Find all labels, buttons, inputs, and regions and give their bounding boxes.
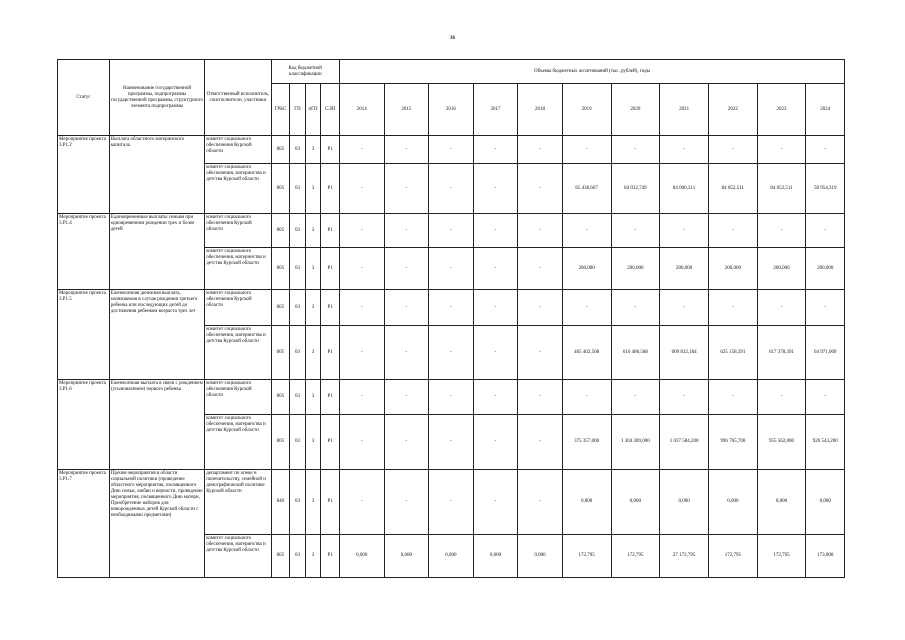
value-cell: 616 486,588 <box>611 326 660 380</box>
code-cell: 3 <box>305 248 321 290</box>
value-cell: - <box>429 470 474 535</box>
value-cell: 172,795 <box>562 535 611 578</box>
value-cell: - <box>339 326 384 380</box>
code-cell: Р1 <box>321 136 340 164</box>
value-cell: - <box>429 214 474 248</box>
value-cell: 375 357,000 <box>562 415 611 470</box>
executor-cell: департамент по опеке и попечительству, семейной и демографической политике Курской области <box>205 470 271 535</box>
code-cell: Р1 <box>321 164 340 214</box>
value-cell: - <box>518 415 563 470</box>
name-cell: Единовременные выплаты семьям при одновременном рождении трех и более детей <box>109 214 204 290</box>
value-cell: 1 037 584,200 <box>660 415 709 470</box>
value-cell: - <box>660 290 709 326</box>
code-cell: 3 <box>305 164 321 214</box>
value-cell: 0,000 <box>708 470 757 535</box>
name-cell: Ежемесячная денежная выплата, назначаемая в случае рождения третьего ребенка или последующих детей до достижения ребенком возраста трех лет <box>109 290 204 380</box>
header-status: Статус <box>58 60 110 136</box>
code-cell: Р1 <box>321 380 340 415</box>
value-cell: - <box>384 164 429 214</box>
status-cell: Мероприятие проекта 3.Р1.7 <box>58 470 110 578</box>
value-cell: - <box>339 290 384 326</box>
header-year: 2017 <box>473 84 518 136</box>
value-cell: - <box>518 164 563 214</box>
value-cell: 84 032,749 <box>611 164 660 214</box>
value-cell: 0,000 <box>473 535 518 578</box>
budget-table <box>57 59 845 578</box>
code-cell: 805 <box>271 326 290 380</box>
value-cell: - <box>806 380 845 415</box>
value-cell: 625 158,391 <box>708 326 757 380</box>
code-cell: 805 <box>271 290 290 326</box>
code-cell: 805 <box>271 164 290 214</box>
code-cell: 03 <box>290 290 306 326</box>
value-cell: - <box>339 136 384 164</box>
value-cell: - <box>757 136 806 164</box>
code-cell: 805 <box>271 136 290 164</box>
value-cell: 0,000 <box>429 535 474 578</box>
value-cell: - <box>518 470 563 535</box>
value-cell: 200,000 <box>660 248 709 290</box>
code-cell: 805 <box>271 214 290 248</box>
value-cell: - <box>518 326 563 380</box>
value-cell: - <box>562 290 611 326</box>
value-cell: - <box>473 248 518 290</box>
value-cell: 200,000 <box>757 248 806 290</box>
value-cell: - <box>473 164 518 214</box>
table-row <box>58 380 845 415</box>
value-cell: - <box>611 214 660 248</box>
value-cell: - <box>473 380 518 415</box>
value-cell: 64 971,000 <box>806 326 845 380</box>
status-cell: Мероприятие проекта 3.Р1.4 <box>58 214 110 290</box>
code-cell: 03 <box>290 326 306 380</box>
code-cell: 03 <box>290 535 306 578</box>
value-cell: 172,795 <box>708 535 757 578</box>
header-year: 2018 <box>518 84 563 136</box>
header-year: 2015 <box>384 84 429 136</box>
executor-cell: комитет социального обеспечения, материнства и детства Курской области <box>205 415 271 470</box>
executor-cell: комитет социального обеспечения Курской области <box>205 290 271 326</box>
code-cell: 3 <box>305 380 321 415</box>
value-cell: 0,000 <box>660 470 709 535</box>
code-cell: 805 <box>271 380 290 415</box>
header-budget-code: Код бюджетной классификации <box>271 60 339 84</box>
code-cell: Р1 <box>321 415 340 470</box>
header-code: ГП <box>290 84 306 136</box>
executor-cell: комитет социального обеспечения Курской области <box>205 214 271 248</box>
header-code: пГП <box>305 84 321 136</box>
value-cell: 617 378,391 <box>757 326 806 380</box>
table-row <box>58 470 845 535</box>
value-cell: 609 832,184 <box>660 326 709 380</box>
value-cell: - <box>562 380 611 415</box>
code-cell: Р1 <box>321 290 340 326</box>
status-cell: Мероприятие проекта 3.Р1.5 <box>58 290 110 380</box>
code-cell: 03 <box>290 380 306 415</box>
table-row <box>58 214 845 248</box>
code-cell: 03 <box>290 248 306 290</box>
value-cell: 926 543,200 <box>806 415 845 470</box>
code-cell: 03 <box>290 164 306 214</box>
code-cell: 840 <box>271 470 290 535</box>
header-year: 2022 <box>708 84 757 136</box>
value-cell: - <box>473 326 518 380</box>
value-cell: 84 052,511 <box>708 164 757 214</box>
value-cell: 172,795 <box>611 535 660 578</box>
value-cell: - <box>339 470 384 535</box>
value-cell: - <box>562 136 611 164</box>
value-cell: 58 954,319 <box>806 164 845 214</box>
code-cell: 3 <box>305 290 321 326</box>
value-cell: 172,795 <box>757 535 806 578</box>
value-cell: 0,000 <box>384 535 429 578</box>
value-cell: - <box>384 290 429 326</box>
value-cell: - <box>473 290 518 326</box>
value-cell: 84 000,311 <box>660 164 709 214</box>
header-year: 2023 <box>757 84 806 136</box>
header-year: 2014 <box>339 84 384 136</box>
executor-cell: комитет социального обеспечения, материнства и детства Курской области <box>205 164 271 214</box>
value-cell: 0,000 <box>518 535 563 578</box>
value-cell: - <box>708 290 757 326</box>
code-cell: 03 <box>290 415 306 470</box>
code-cell: 3 <box>305 326 321 380</box>
code-cell: 3 <box>305 214 321 248</box>
value-cell: - <box>429 136 474 164</box>
value-cell: - <box>708 214 757 248</box>
value-cell: - <box>562 214 611 248</box>
value-cell: 200,000 <box>806 248 845 290</box>
value-cell: 1 304 289,000 <box>611 415 660 470</box>
name-cell: Выплата областного материнского капитала <box>109 136 204 214</box>
value-cell: - <box>384 326 429 380</box>
value-cell: 0,000 <box>757 470 806 535</box>
code-cell: 03 <box>290 470 306 535</box>
value-cell: 173,000 <box>806 535 845 578</box>
value-cell: - <box>660 380 709 415</box>
value-cell: - <box>384 380 429 415</box>
value-cell: 65 438,667 <box>562 164 611 214</box>
value-cell: - <box>473 214 518 248</box>
value-cell: 27 172,795 <box>660 535 709 578</box>
value-cell: - <box>429 164 474 214</box>
value-cell: - <box>339 380 384 415</box>
value-cell: - <box>660 136 709 164</box>
name-cell: Ежемесячная выплата в связи с рождением (усыновлением) первого ребенка <box>109 380 204 470</box>
value-cell: - <box>806 214 845 248</box>
value-cell: 200,000 <box>708 248 757 290</box>
value-cell: 200,000 <box>562 248 611 290</box>
code-cell: 03 <box>290 214 306 248</box>
header-year: 2016 <box>429 84 474 136</box>
value-cell: - <box>473 415 518 470</box>
code-cell: Р1 <box>321 470 340 535</box>
value-cell: - <box>384 470 429 535</box>
value-cell: - <box>429 415 474 470</box>
header-year: 2021 <box>660 84 709 136</box>
executor-cell: комитет социального обеспечения Курской области <box>205 380 271 415</box>
value-cell: - <box>339 248 384 290</box>
value-cell: 0,000 <box>611 470 660 535</box>
code-cell: 3 <box>305 535 321 578</box>
value-cell: - <box>611 380 660 415</box>
value-cell: - <box>708 380 757 415</box>
table-row <box>58 136 845 164</box>
value-cell: - <box>473 470 518 535</box>
header-year: 2024 <box>806 84 845 136</box>
value-cell: 465 402,508 <box>562 326 611 380</box>
value-cell: - <box>518 248 563 290</box>
executor-cell: комитет социального обеспечения, материнства и детства Курской области <box>205 248 271 290</box>
executor-cell: комитет социального обеспечения, материнства и детства Курской области <box>205 535 271 578</box>
value-cell: - <box>339 415 384 470</box>
value-cell: - <box>384 136 429 164</box>
value-cell: 200,000 <box>611 248 660 290</box>
code-cell: Р1 <box>321 535 340 578</box>
value-cell: 996 765,700 <box>708 415 757 470</box>
header-executor: Ответственный исполнитель, соисполнители, участники <box>205 60 271 136</box>
code-cell: 3 <box>305 136 321 164</box>
value-cell: - <box>339 214 384 248</box>
value-cell: - <box>518 136 563 164</box>
code-cell: Р1 <box>321 214 340 248</box>
value-cell: - <box>339 164 384 214</box>
value-cell: - <box>384 415 429 470</box>
value-cell: 955 562,000 <box>757 415 806 470</box>
value-cell: - <box>473 136 518 164</box>
code-cell: 3 <box>305 415 321 470</box>
value-cell: - <box>806 290 845 326</box>
table-row <box>58 290 845 326</box>
header-code: СЭП <box>321 84 340 136</box>
executor-cell: комитет социального обеспечения Курской области <box>205 136 271 164</box>
value-cell: - <box>708 136 757 164</box>
value-cell: - <box>518 290 563 326</box>
status-cell: Мероприятие проекта 3.Р1.2 <box>58 136 110 214</box>
value-cell: - <box>429 290 474 326</box>
header-volumes: Объемы бюджетных ассигнований (тыс. рублей), годы <box>339 60 844 84</box>
value-cell: - <box>757 380 806 415</box>
code-cell: 03 <box>290 136 306 164</box>
code-cell: Р1 <box>321 326 340 380</box>
executor-cell: комитет социального обеспечения, материнства и детства Курской области <box>205 326 271 380</box>
value-cell: - <box>429 380 474 415</box>
value-cell: - <box>429 248 474 290</box>
value-cell: - <box>518 380 563 415</box>
page-number: 36 <box>450 36 455 41</box>
code-cell: 805 <box>271 535 290 578</box>
status-cell: Мероприятие проекта 3.Р1.6 <box>58 380 110 470</box>
value-cell: - <box>384 214 429 248</box>
value-cell: 0,000 <box>562 470 611 535</box>
value-cell: 84 052,511 <box>757 164 806 214</box>
value-cell: - <box>806 136 845 164</box>
value-cell: - <box>757 214 806 248</box>
header-name: Наименование государственной программы, подпрограммы государственной программы, структурного элемента подпрограммы <box>109 60 204 136</box>
code-cell: 3 <box>305 470 321 535</box>
value-cell: - <box>611 290 660 326</box>
header-code: ГРБС <box>271 84 290 136</box>
value-cell: - <box>384 248 429 290</box>
value-cell: - <box>429 326 474 380</box>
code-cell: 805 <box>271 415 290 470</box>
value-cell: 0,000 <box>339 535 384 578</box>
code-cell: 805 <box>271 248 290 290</box>
name-cell: Прочие мероприятия в области социальной политики (проведение областного мероприятия, посвященного Дню семьи, любви и верности, проведение мероприятия, посвященного Дню матери, Приобретение наборов для новорожденных детей Курской области с необходимыми предметами) <box>109 470 204 578</box>
header-year: 2019 <box>562 84 611 136</box>
value-cell: - <box>518 214 563 248</box>
value-cell: - <box>611 136 660 164</box>
value-cell: 0,000 <box>806 470 845 535</box>
value-cell: - <box>660 214 709 248</box>
header-year: 2020 <box>611 84 660 136</box>
value-cell: - <box>757 290 806 326</box>
code-cell: Р1 <box>321 248 340 290</box>
